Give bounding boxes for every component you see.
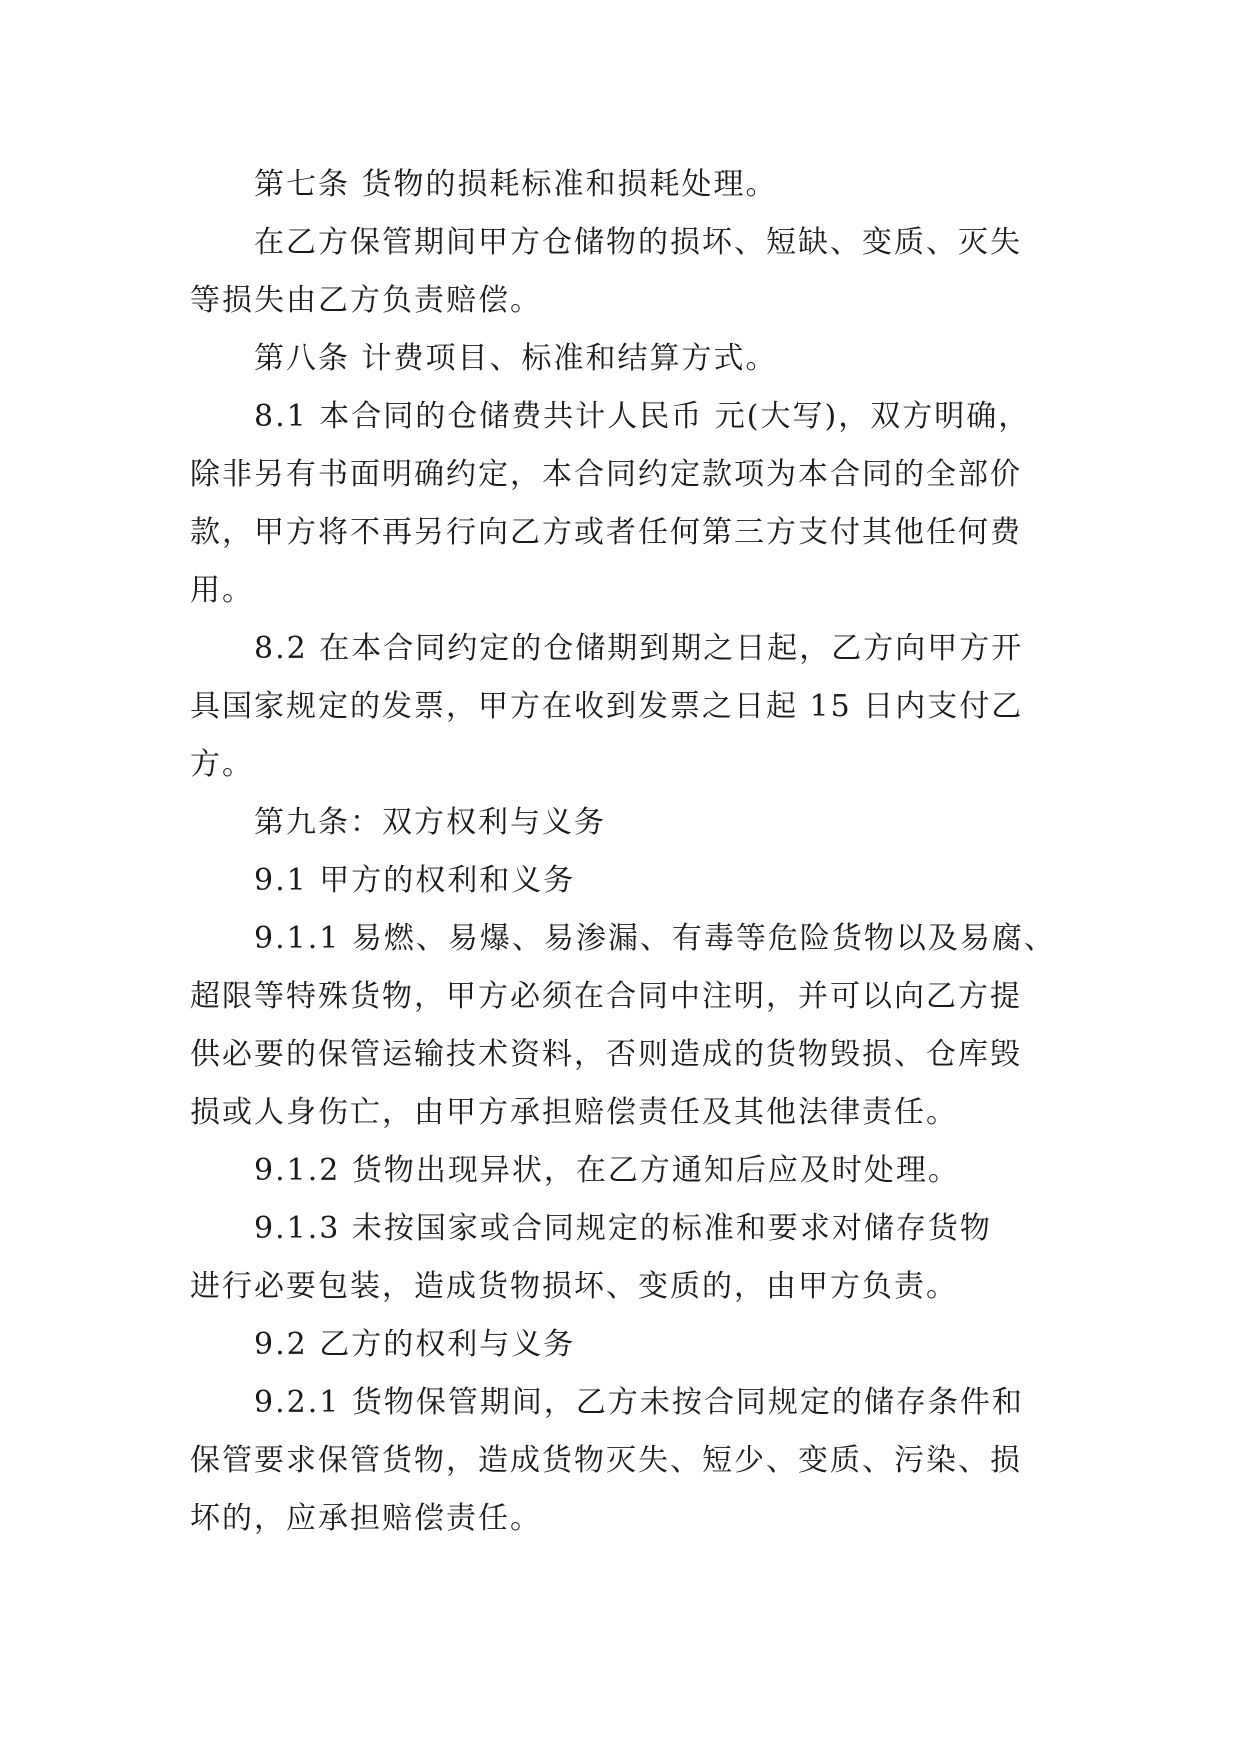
contract-paragraph [190, 214, 1060, 330]
contract-paragraph [190, 910, 1060, 1142]
paragraph-line: 9.1.1 易燃、易爆、易渗漏、有毒等危险货物以及易腐、 [254, 921, 1056, 956]
paragraph-line: 款，甲方将不再另行向乙方或者任何第三方支付其他任何费 [190, 515, 1022, 550]
paragraph-line: 除非另有书面明确约定，本合同约定款项为本合同的全部价 [190, 457, 1022, 492]
paragraph-line: 9.1 甲方的权利和义务 [254, 863, 576, 898]
contract-paragraph [190, 1374, 1060, 1548]
paragraph-line: 等损失由乙方负责赔偿。 [190, 283, 542, 318]
paragraph-line: 第八条 计费项目、标准和结算方式。 [254, 341, 778, 376]
contract-paragraph [190, 1316, 1060, 1374]
paragraph-line: 供必要的保管运输技术资料，否则造成的货物毁损、仓库毁 [190, 1037, 1022, 1072]
paragraph-line: 方。 [190, 747, 254, 782]
paragraph-line: 损或人身伤亡，由甲方承担赔偿责任及其他法律责任。 [190, 1095, 958, 1130]
document-body [190, 156, 1060, 1548]
contract-paragraph [190, 852, 1060, 910]
contract-paragraph [190, 1142, 1060, 1200]
paragraph-line: 超限等特殊货物，甲方必须在合同中注明，并可以向乙方提 [190, 979, 1022, 1014]
paragraph-line: 第九条：双方权利与义务 [254, 805, 606, 840]
paragraph-line: 第七条 货物的损耗标准和损耗处理。 [254, 167, 778, 202]
contract-paragraph [190, 1200, 1060, 1316]
contract-paragraph [190, 156, 1060, 214]
paragraph-line: 用。 [190, 573, 254, 608]
paragraph-line: 9.2.1 货物保管期间，乙方未按合同规定的储存条件和 [254, 1385, 1024, 1420]
paragraph-line: 9.1.3 未按国家或合同规定的标准和要求对储存货物 [254, 1211, 992, 1246]
contract-paragraph [190, 388, 1060, 620]
paragraph-line: 进行必要包装，造成货物损坏、变质的，由甲方负责。 [190, 1269, 958, 1304]
paragraph-line: 具国家规定的发票，甲方在收到发票之日起 15 日内支付乙 [190, 689, 1024, 724]
paragraph-line: 在乙方保管期间甲方仓储物的损坏、短缺、变质、灭失 [254, 225, 1022, 260]
paragraph-line: 坏的，应承担赔偿责任。 [190, 1501, 542, 1536]
paragraph-line: 8.2 在本合同约定的仓储期到期之日起，乙方向甲方开 [254, 631, 1024, 666]
paragraph-line: 9.1.2 货物出现异状，在乙方通知后应及时处理。 [254, 1153, 960, 1188]
contract-paragraph [190, 330, 1060, 388]
contract-paragraph [190, 794, 1060, 852]
contract-paragraph [190, 620, 1060, 794]
paragraph-line: 8.1 本合同的仓储费共计人民币 元(大写)，双方明确， [254, 399, 1031, 434]
paragraph-line: 保管要求保管货物，造成货物灭失、短少、变质、污染、损 [190, 1443, 1022, 1478]
paragraph-line: 9.2 乙方的权利与义务 [254, 1327, 576, 1362]
